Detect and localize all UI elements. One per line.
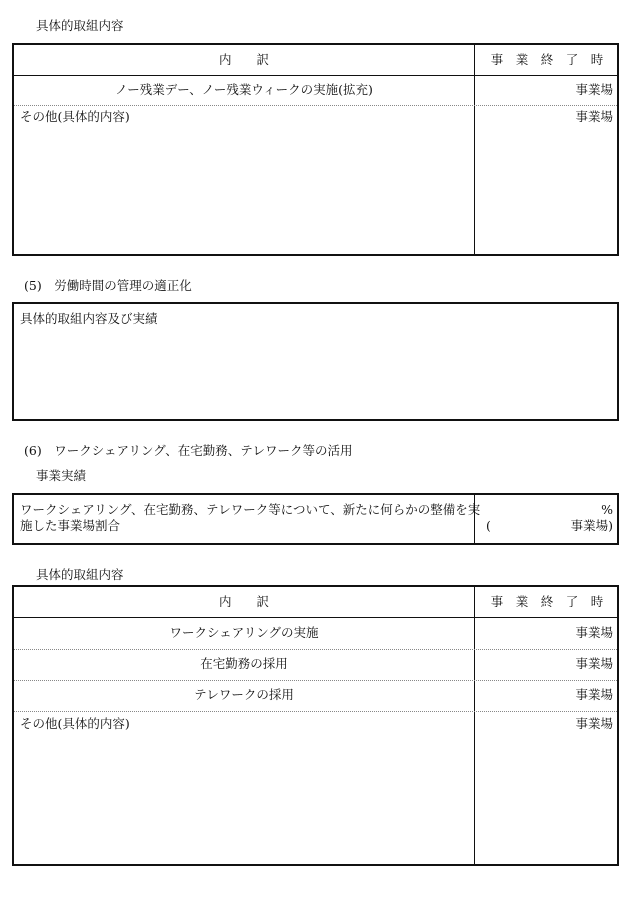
header-breakdown: 内 訳: [218, 52, 269, 67]
section6-title: (6) ワークシェアリング、在宅勤務、テレワーク等の活用: [24, 443, 353, 458]
row-label: 在宅勤務の採用: [200, 656, 288, 671]
results-text-line1: ワークシェアリング、在宅勤務、テレワーク等について、新たに何らかの整備を実: [20, 502, 481, 517]
row-label: ノー残業デー、ノー残業ウィークの実施(拡充): [115, 82, 373, 97]
row-label: ワークシェアリングの実施: [169, 625, 319, 640]
row-label: その他(具体的内容): [20, 716, 130, 731]
results-unit: 事業場): [570, 518, 613, 533]
row-divider: [14, 649, 617, 650]
row-unit: 事業場: [575, 82, 613, 97]
row-divider: [14, 680, 617, 681]
row-unit: 事業場: [575, 625, 613, 640]
results-paren-open: (: [486, 518, 491, 533]
section6-details-title: 具体的取組内容: [36, 567, 124, 582]
section5-box-label: 具体的取組内容及び実績: [20, 311, 158, 326]
table-top: [12, 43, 619, 256]
header-divider: [14, 617, 617, 618]
header-end-of-project: 事 業 終 了 時: [490, 594, 604, 609]
header-end-of-project: 事 業 終 了 時: [490, 52, 604, 67]
row-divider: [14, 105, 617, 106]
section5-title: (5) 労働時間の管理の適正化: [24, 278, 192, 293]
row-unit: 事業場: [575, 687, 613, 702]
header-divider: [14, 75, 617, 76]
results-table: [12, 493, 619, 545]
section-title-top: 具体的取組内容: [36, 18, 124, 33]
results-percent: %: [601, 502, 613, 517]
row-unit: 事業場: [575, 716, 613, 731]
row-label: その他(具体的内容): [20, 109, 130, 124]
header-breakdown: 内 訳: [218, 594, 269, 609]
row-unit: 事業場: [575, 109, 613, 124]
row-divider: [14, 711, 617, 712]
results-text-line2: 施した事業場割合: [20, 518, 121, 533]
column-divider: [474, 45, 475, 254]
table-bottom: [12, 585, 619, 866]
row-label: テレワークの採用: [194, 687, 294, 702]
row-unit: 事業場: [575, 656, 613, 671]
section6-subtitle: 事業実績: [36, 468, 87, 483]
section5-box: [12, 302, 619, 421]
